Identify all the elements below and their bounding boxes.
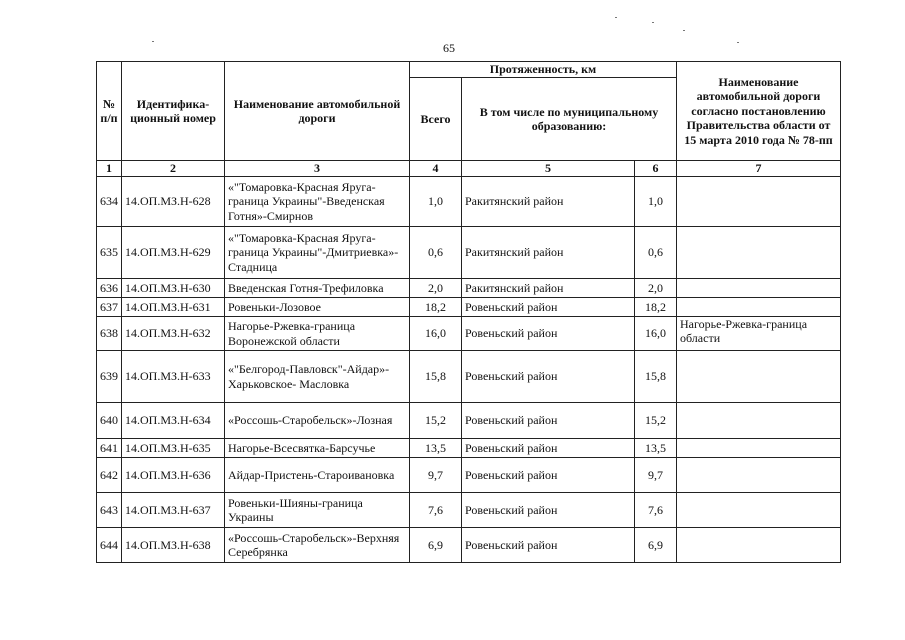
row-road-name: «Россошь-Старобельск»-Верхняя Серебрянка [225,528,410,563]
row-id: 14.ОП.МЗ.Н-638 [122,528,225,563]
column-number: 6 [635,161,677,177]
row-road-name: «"Томаровка-Красная Яруга-граница Украины"-Дмитриевка»-Стадница [225,227,410,279]
row-road-name: Нагорье-Всесвятка-Барсучье [225,439,410,458]
row-total: 7,6 [410,493,462,528]
header-road-name: Наименование автомобильной дороги [225,62,410,161]
header-by-municipality: В том числе по муниципальному образованию: [462,78,677,161]
row-total: 13,5 [410,439,462,458]
table-row [97,351,841,403]
row-number: 635 [97,227,122,279]
row-total: 16,0 [410,317,462,351]
row-length: 15,8 [635,351,677,403]
row-decree-name [677,439,841,458]
row-id: 14.ОП.МЗ.Н-635 [122,439,225,458]
row-decree-name [677,227,841,279]
column-number: 3 [225,161,410,177]
row-total: 18,2 [410,298,462,317]
row-district: Ровеньский район [462,458,635,493]
header-length-group: Протяженность, км [410,62,677,78]
row-id: 14.ОП.МЗ.Н-636 [122,458,225,493]
table-row [97,177,841,227]
table-row [97,227,841,279]
row-decree-name [677,351,841,403]
row-decree-name [677,403,841,439]
row-district: Ровеньский район [462,439,635,458]
row-total: 15,8 [410,351,462,403]
scan-speck [152,41,154,42]
row-length: 1,0 [635,177,677,227]
row-total: 0,6 [410,227,462,279]
row-decree-name [677,528,841,563]
table-row [97,403,841,439]
row-decree-name [677,177,841,227]
table-row [97,493,841,528]
row-district: Ракитянский район [462,227,635,279]
header-num: № п/п [97,62,122,161]
row-total: 6,9 [410,528,462,563]
column-number: 7 [677,161,841,177]
row-number: 638 [97,317,122,351]
row-decree-name [677,298,841,317]
row-road-name: «"Томаровка-Красная Яруга-граница Украины"-Введенская Готня»-Смирнов [225,177,410,227]
row-total: 1,0 [410,177,462,227]
row-id: 14.ОП.МЗ.Н-632 [122,317,225,351]
scan-speck [652,22,654,23]
row-road-name: «"Белгород-Павловск"-Айдар»-Харьковское- Масловка [225,351,410,403]
row-length: 7,6 [635,493,677,528]
row-id: 14.ОП.МЗ.Н-629 [122,227,225,279]
row-number: 639 [97,351,122,403]
table-row [97,458,841,493]
row-decree-name [677,458,841,493]
row-id: 14.ОП.МЗ.Н-633 [122,351,225,403]
row-id: 14.ОП.МЗ.Н-634 [122,403,225,439]
row-total: 9,7 [410,458,462,493]
table-row [97,298,841,317]
row-length: 16,0 [635,317,677,351]
row-number: 640 [97,403,122,439]
row-length: 9,7 [635,458,677,493]
row-length: 6,9 [635,528,677,563]
row-length: 15,2 [635,403,677,439]
row-id: 14.ОП.МЗ.Н-630 [122,279,225,298]
scan-speck [683,30,685,31]
header-total: Всего [410,78,462,161]
row-road-name: «Россошь-Старобельск»-Лозная [225,403,410,439]
row-decree-name: Нагорье-Ржевка-граница области [677,317,841,351]
table-row [97,528,841,563]
row-district: Ракитянский район [462,279,635,298]
row-number: 637 [97,298,122,317]
row-district: Ровеньский район [462,493,635,528]
row-number: 634 [97,177,122,227]
scan-speck [615,17,617,18]
row-length: 18,2 [635,298,677,317]
row-total: 15,2 [410,403,462,439]
table-row [97,439,841,458]
column-number: 4 [410,161,462,177]
row-district: Ровеньский район [462,351,635,403]
row-length: 13,5 [635,439,677,458]
row-road-name: Ровеньки-Шияны-граница Украины [225,493,410,528]
row-road-name: Айдар-Пристень-Староивановка [225,458,410,493]
row-number: 641 [97,439,122,458]
row-decree-name [677,279,841,298]
header-id: Идентифика-ционный номер [122,62,225,161]
column-number: 2 [122,161,225,177]
row-road-name: Введенская Готня-Трефиловка [225,279,410,298]
row-id: 14.ОП.МЗ.Н-631 [122,298,225,317]
column-number: 1 [97,161,122,177]
table-row [97,279,841,298]
row-number: 642 [97,458,122,493]
header-decree-name: Наименование автомобильной дороги согласно постановлению Правительства области от 15 марта 2010 года № 78-пп [677,62,841,161]
scan-speck [737,42,739,43]
row-id: 14.ОП.МЗ.Н-637 [122,493,225,528]
row-number: 636 [97,279,122,298]
row-length: 2,0 [635,279,677,298]
roads-table [96,61,841,563]
table-row [97,317,841,351]
row-district: Ровеньский район [462,298,635,317]
row-district: Ракитянский район [462,177,635,227]
row-district: Ровеньский район [462,528,635,563]
page-number: 65 [443,41,455,55]
row-decree-name [677,493,841,528]
column-number: 5 [462,161,635,177]
row-district: Ровеньский район [462,403,635,439]
row-number: 644 [97,528,122,563]
row-road-name: Ровеньки-Лозовое [225,298,410,317]
row-id: 14.ОП.МЗ.Н-628 [122,177,225,227]
row-district: Ровеньский район [462,317,635,351]
row-length: 0,6 [635,227,677,279]
row-number: 643 [97,493,122,528]
row-road-name: Нагорье-Ржевка-граница Воронежской области [225,317,410,351]
row-total: 2,0 [410,279,462,298]
